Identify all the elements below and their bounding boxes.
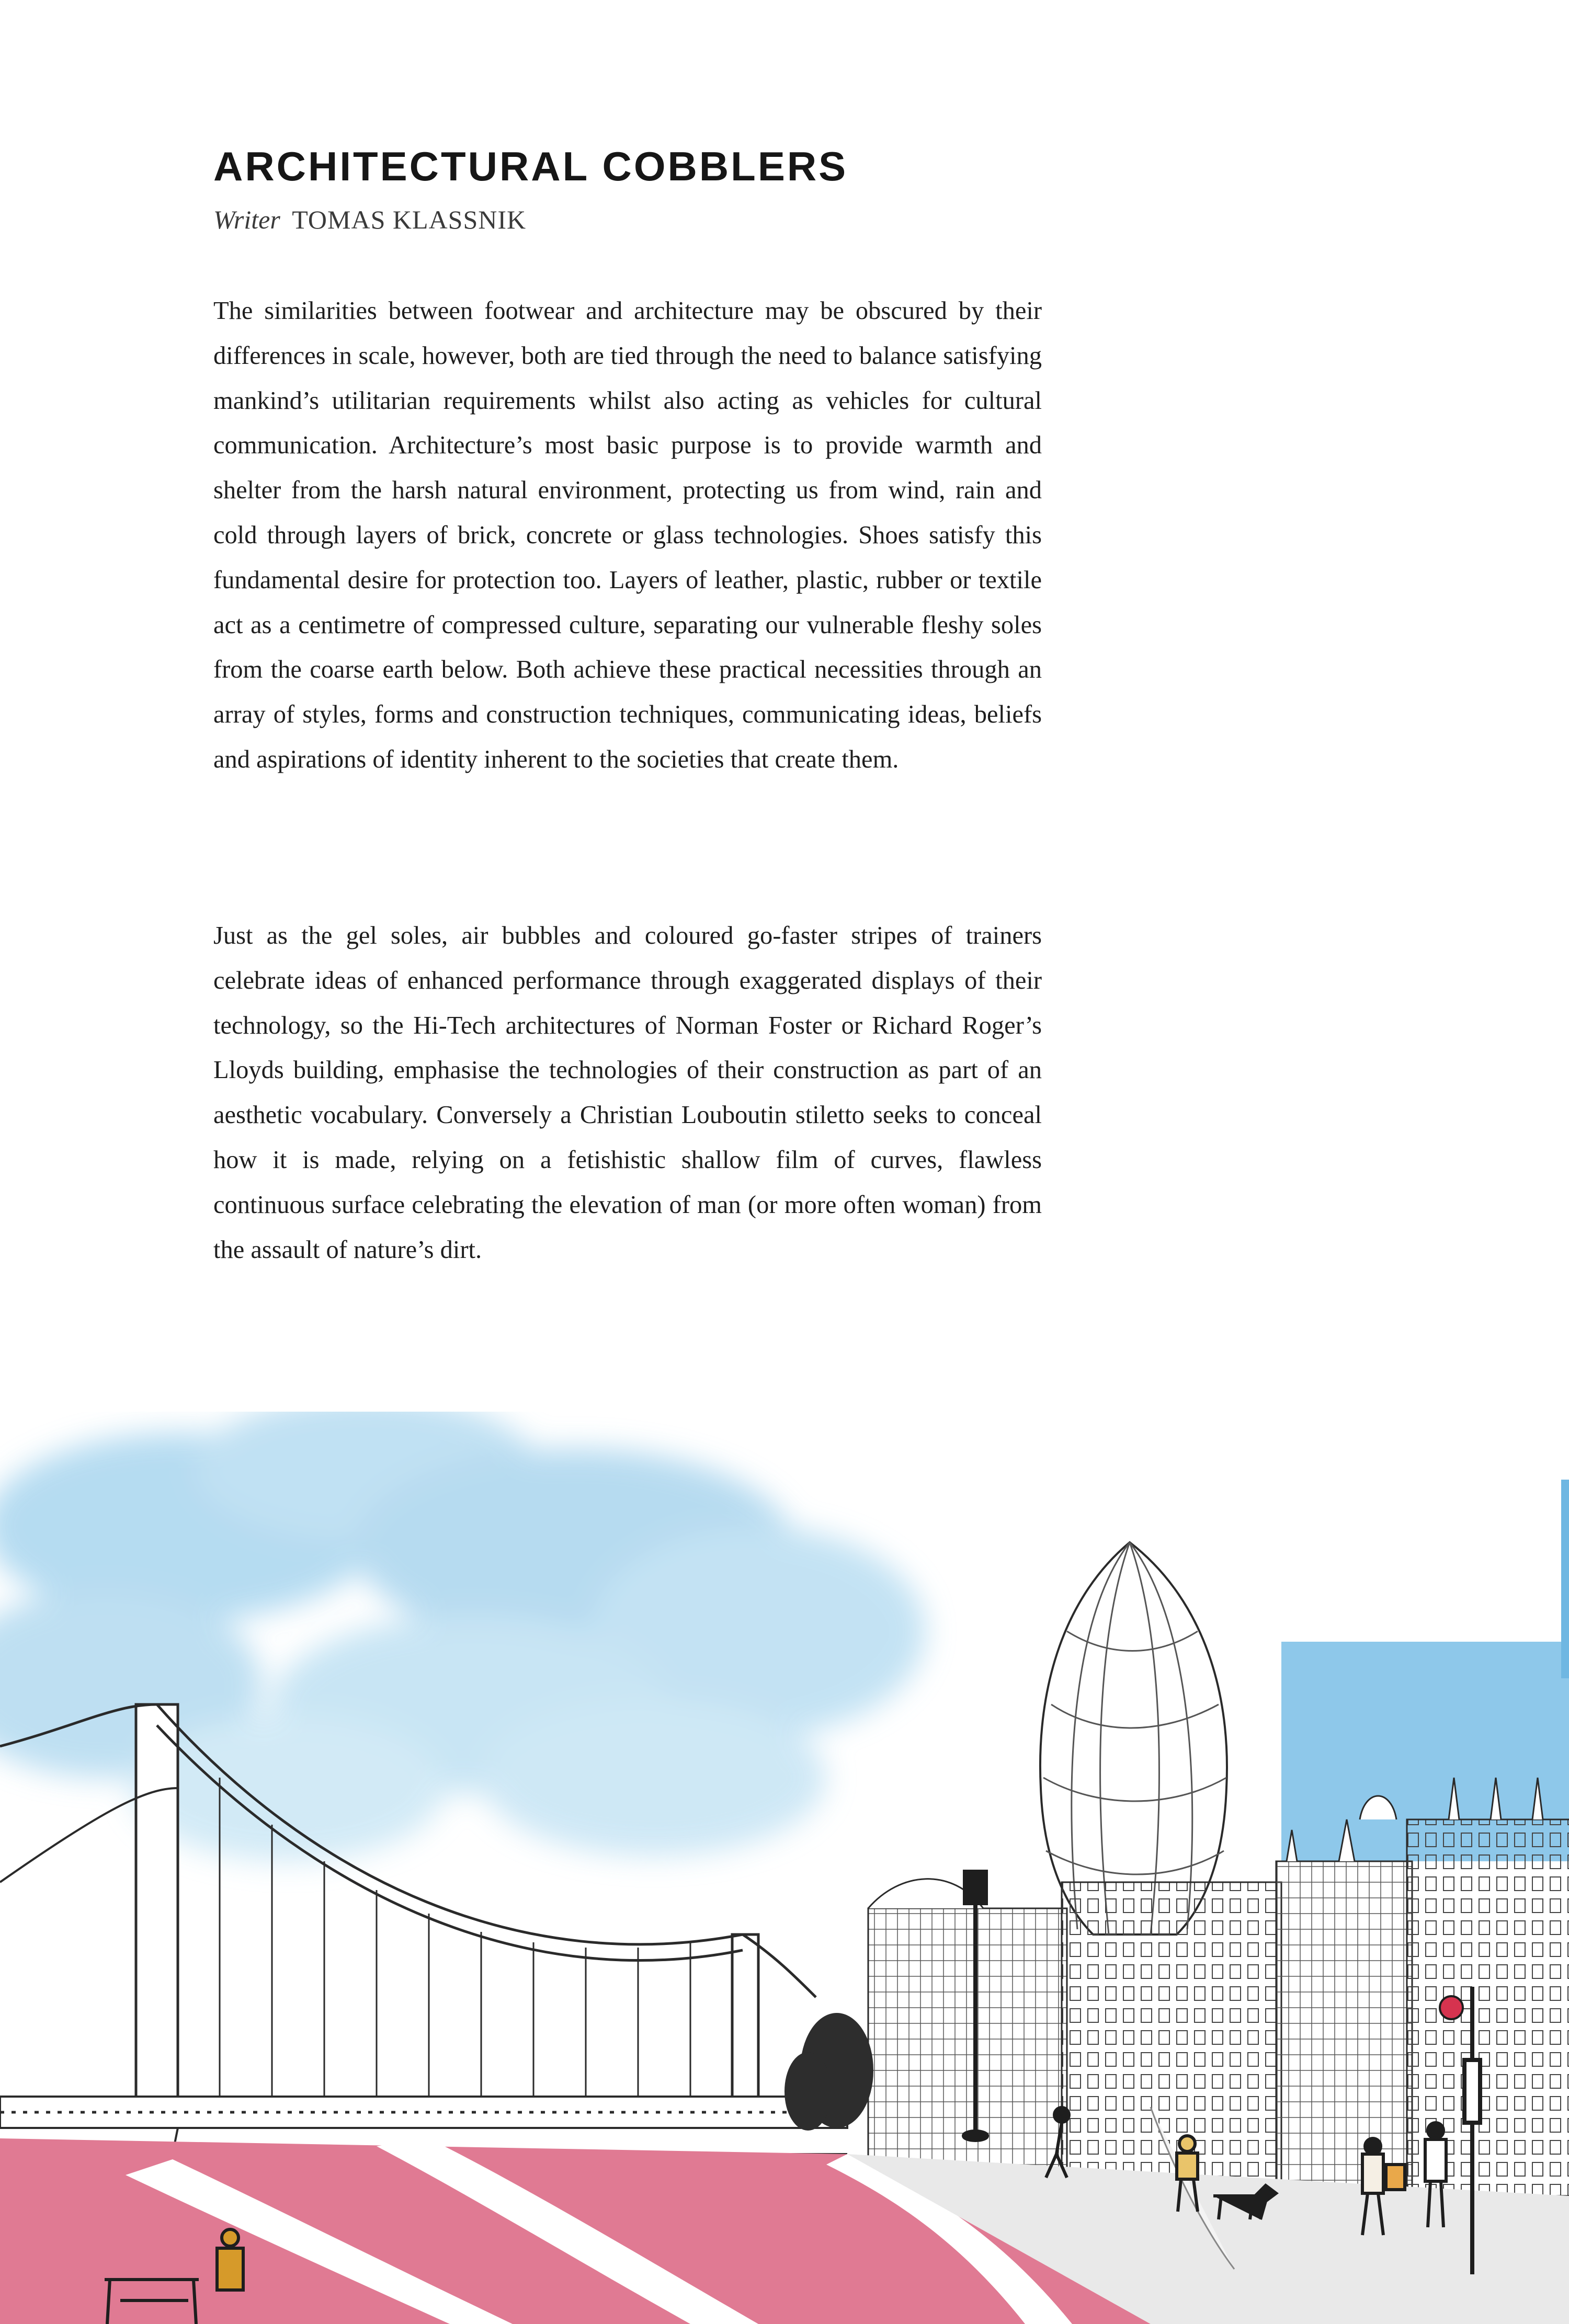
- london-skyline-illustration: [0, 1412, 1569, 2324]
- gherkin-tower: [1040, 1542, 1227, 1934]
- byline-author: TOMAS KLASSNIK: [292, 205, 527, 234]
- byline-role: Writer: [213, 205, 280, 234]
- trees: [784, 2013, 873, 2131]
- article-paragraph-1: The similarities between footwear and architecture may be obscured by their differences in scale, however, both are tied through the need to balance satisfying mankind’s utilitarian requirements whilst also acting as vehicles for cultural communication. Architecture’s most basic purpose is to provide warmth and shelter from the harsh natural environment, protecting us from wind, rain and cold through layers of brick, concrete or glass technologies. Shoes satisfy this fundamental desire for protection too. Layers of leather, plastic, rubber or textile act as a centimetre of compressed culture, separating our vulnerable fleshy soles from the coarse earth below. Both achieve these practical necessities through an array of styles, forms and construction techniques, communicating ideas, beliefs and aspirations of identity inherent to the societies that create them.: [213, 297, 1042, 773]
- blue-building: [1281, 1480, 1569, 1861]
- article-paragraph-2: Just as the gel soles, air bubbles and coloured go-faster stripes of trainers celebrate ideas of enhanced performance through exaggerated displays of their technology, so the Hi-Tech architectures of Norman Foster or Richard Roger’s Lloyds building, emphasise the technologies of their construction as part of an aesthetic vocabulary. Conversely a Christian Louboutin stiletto seeks to conceal how it is made, relying on a fetishistic shallow film of curves, flawless continuous surface celebrating the elevation of man (or more often woman) from the assault of nature’s dirt.: [213, 922, 1042, 1264]
- article-title: ARCHITECTURAL COBBLERS: [213, 143, 848, 189]
- byline: [213, 204, 526, 235]
